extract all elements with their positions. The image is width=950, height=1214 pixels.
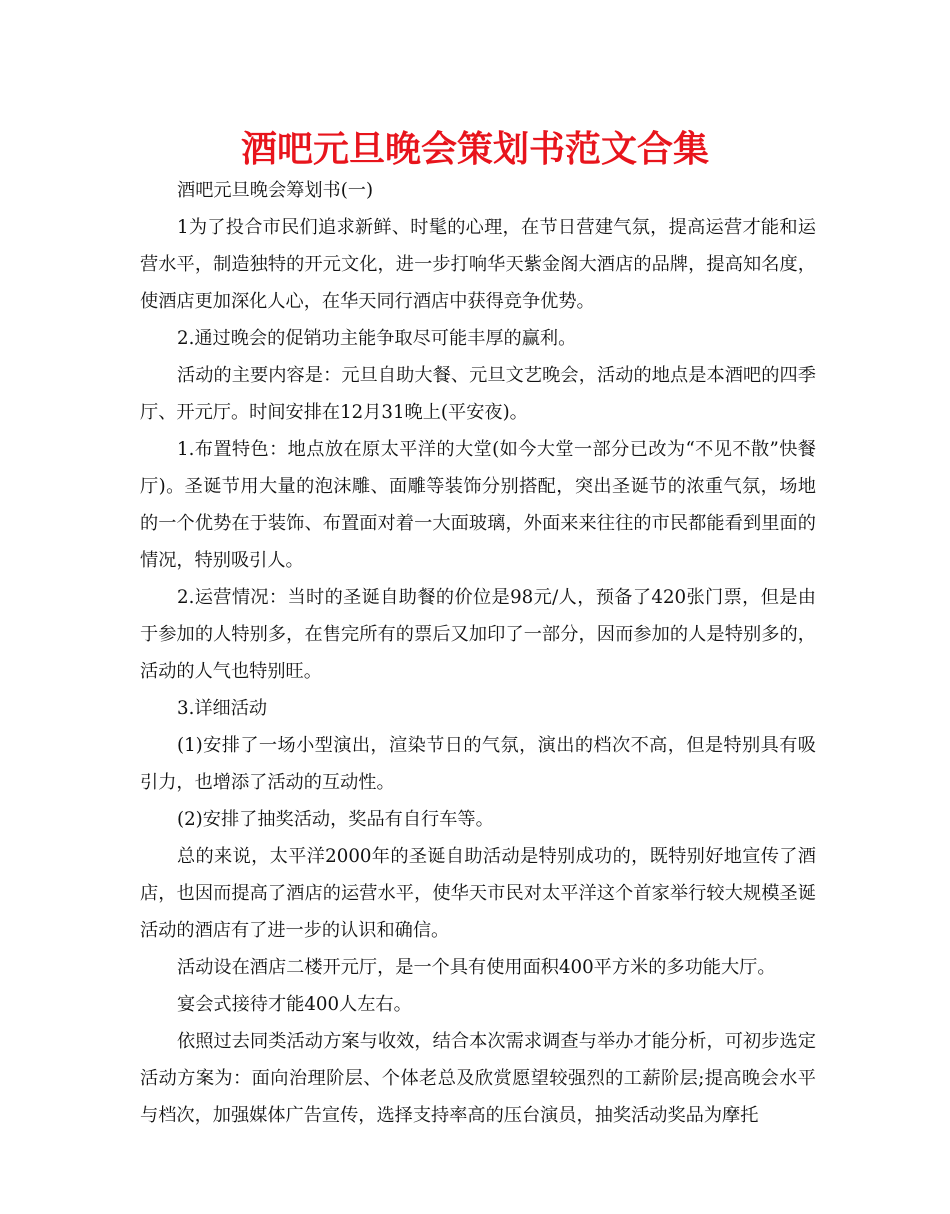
document-body	[140, 172, 816, 1134]
paragraph: 活动的主要内容是：元旦自助大餐、元旦文艺晚会，活动的地点是本酒吧的四季厅、开元厅。时间安排在12月31晚上(平安夜)。	[140, 365, 816, 423]
document-title: 酒吧元旦晚会策划书范文合集	[240, 129, 709, 170]
paragraph: 活动设在酒店二楼开元厅，是一个具有使用面积400平方米的多功能大厅。	[177, 957, 776, 978]
paragraph: 1.布置特色：地点放在原太平洋的大堂(如今大堂一部分已改为“不见不散”快餐厅)。圣诞节用大量的泡沫雕、面雕等装饰分别搭配，突出圣诞节的浓重气氛，场地的一个优势在于装饰、布置面对着一大面玻璃，外面来来往往的市民都能看到里面的情况，特别吸引人。	[140, 439, 816, 571]
paragraph: (2)安排了抽奖活动，奖品有自行车等。	[177, 809, 494, 830]
paragraph: 1为了投合市民们追求新鲜、时髦的心理，在节日营建气氛，提高运营才能和运营水平，制造独特的开元文化，进一步打响华天紫金阁大酒店的品牌，提高知名度，使酒店更加深化人心，在华天同行酒店中获得竞争优势。	[140, 217, 816, 312]
paragraph-subtitle: 酒吧元旦晚会筹划书(一)	[177, 180, 374, 201]
paragraph: 2.运营情况：当时的圣诞自助餐的价位是98元/人，预备了420张门票，但是由于参加的人特别多，在售完所有的票后又加印了一部分，因而参加的人是特别多的，活动的人气也特别旺。	[140, 587, 816, 682]
paragraph: 依照过去同类活动方案与收效，结合本次需求调查与举办才能分析，可初步选定活动方案为：面向治理阶层、个体老总及欣赏愿望较强烈的工薪阶层;提高晚会水平与档次，加强媒体广告宣传，选择支持率高的压台演员，抽奖活动奖品为摩托	[140, 1031, 816, 1126]
paragraph: 2.通过晚会的促销功主能争取尽可能丰厚的赢利。	[177, 328, 577, 349]
paragraph: (1)安排了一场小型演出，渲染节日的气氛，演出的档次不高，但是特别具有吸引力，也增添了活动的互动性。	[140, 735, 816, 793]
paragraph: 宴会式接待才能400人左右。	[177, 994, 412, 1015]
paragraph: 3.详细活动	[177, 698, 268, 719]
paragraph: 总的来说，太平洋2000年的圣诞自助活动是特别成功的，既特别好地宣传了酒店，也因而提高了酒店的运营水平，使华天市民对太平洋这个首家举行较大规模圣诞活动的酒店有了进一步的认识和确信。	[140, 846, 816, 941]
